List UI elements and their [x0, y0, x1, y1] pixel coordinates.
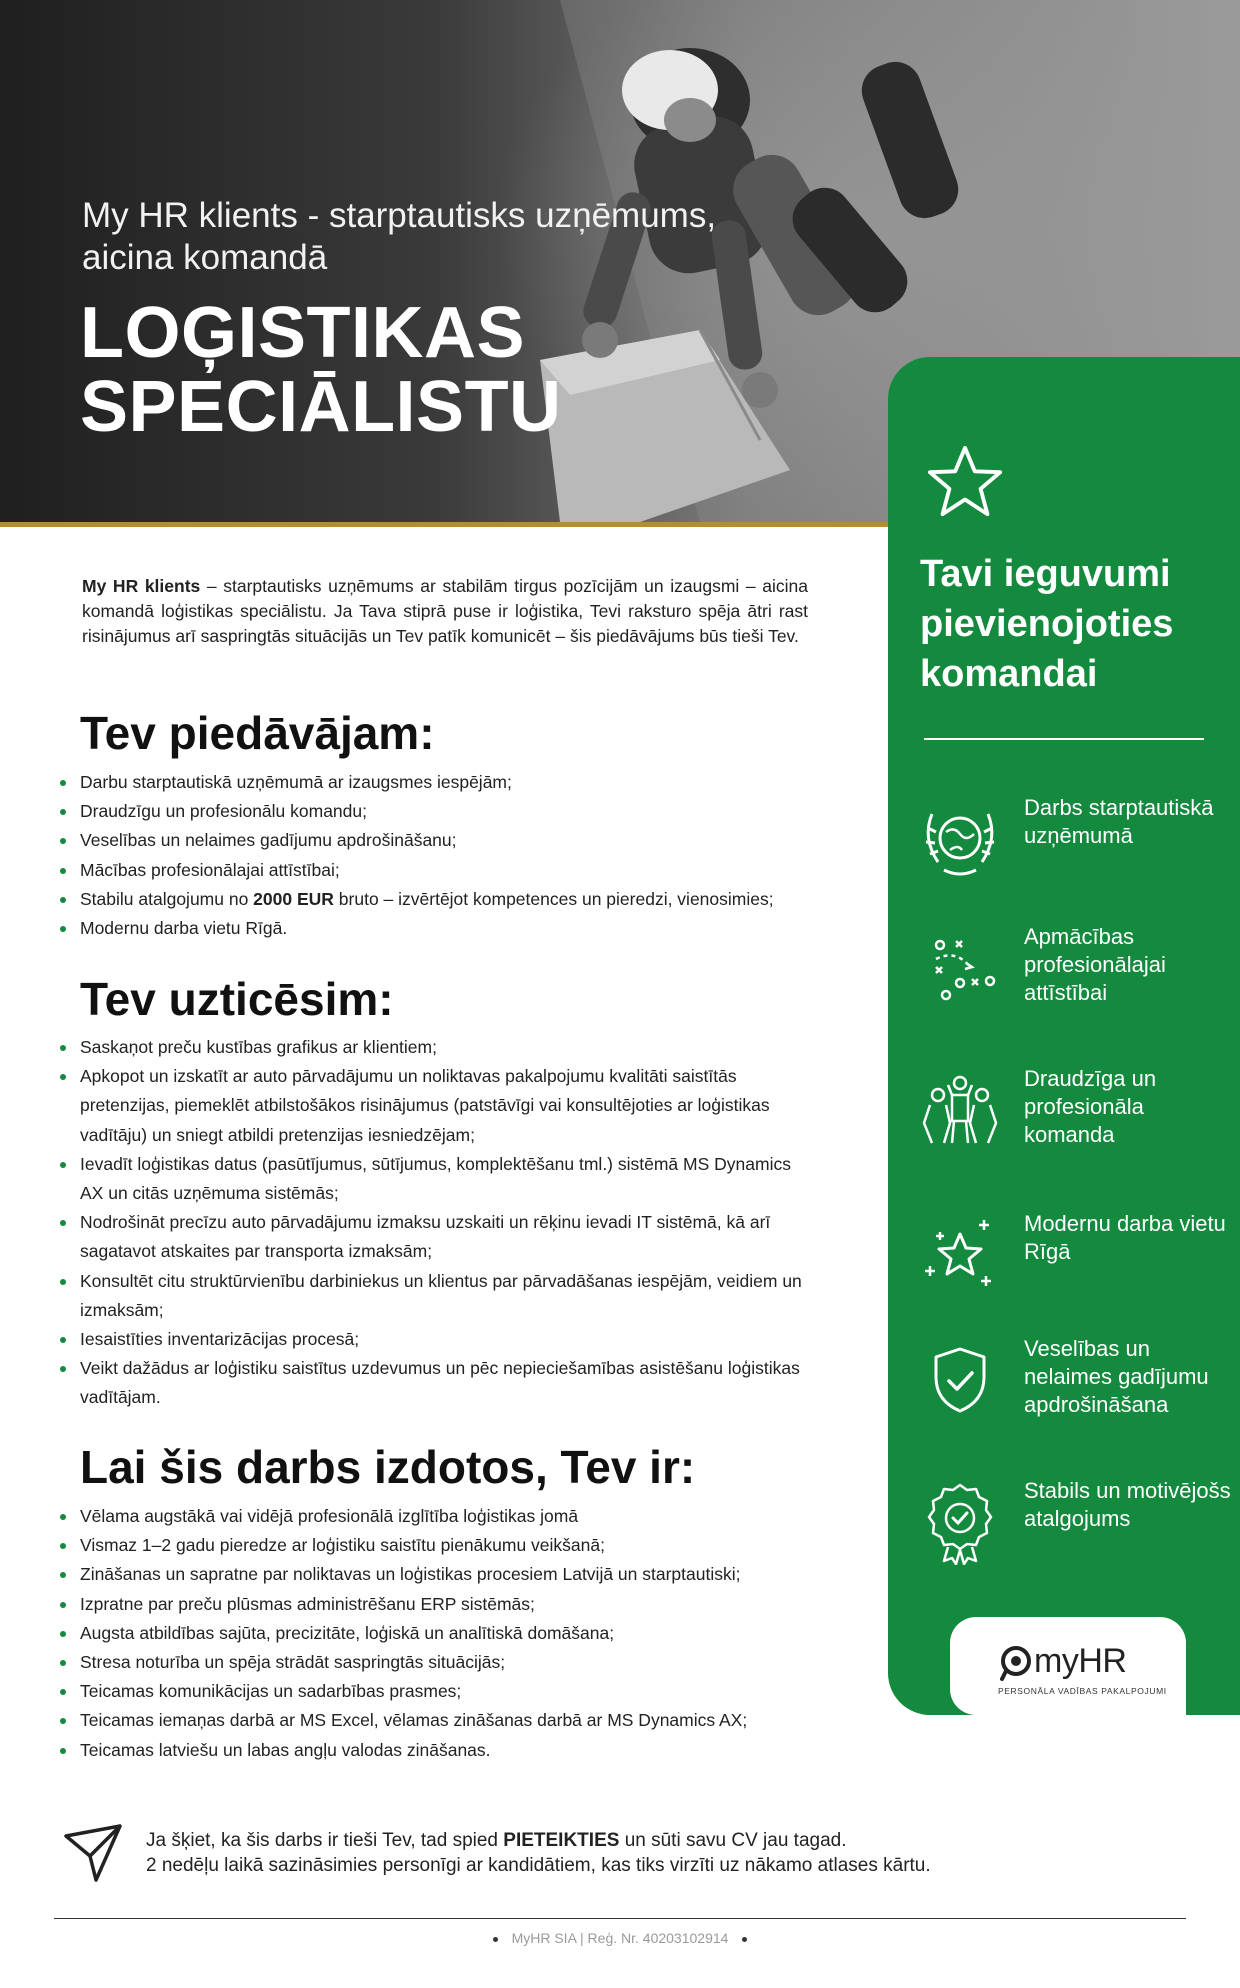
- salary-amount: 2000 EUR: [253, 888, 334, 909]
- cta-apply-word: PIETEIKTIES: [503, 1830, 620, 1851]
- benefit-text: Apmācības profesionālajai attīstībai: [1024, 924, 1166, 1005]
- offer-list: [58, 768, 858, 943]
- offer-title: Tev piedāvājam:: [80, 707, 435, 759]
- team-people-icon: [914, 1065, 1006, 1153]
- benefit-item: [888, 1335, 1240, 1435]
- cta-line1: [146, 1828, 1066, 1853]
- intro-text: – starptautisks uzņēmums ar stabilām tirgus pozīcijām un izaugsmi – aicina komandā loģistikas speciālistu. Ja Tava stiprā puse ir loģistika, Tevi raksturo spēja ātri rast risinājumus arī saspringtās situācijās un Tev patīk komunicēt – šis piedāvājums būs tieši Tev.: [82, 576, 809, 646]
- list-item: Vismaz 1–2 gadu pieredze ar loģistiku saistītu pienākumu veikšanā;: [58, 1531, 858, 1560]
- cta-suffix: un sūti savu CV jau tagad.: [619, 1830, 847, 1851]
- footer: [0, 1928, 1240, 1948]
- star-icon: [926, 443, 1004, 521]
- salary-prefix: Stabilu atalgojumu no: [80, 888, 254, 909]
- salary-suffix: bruto – izvērtējot kompetences un pieredzi, vienosimies;: [333, 888, 774, 909]
- benefit-text: Modernu darba vietu Rīgā: [1024, 1211, 1226, 1264]
- list-item: Veselības un nelaimes gadījumu apdrošināšanu;: [58, 826, 858, 855]
- list-item: Ievadīt loģistikas datus (pasūtījumus, sūtījumus, komplektēšanu tml.) sistēmā MS Dynamics AX un citās uzņēmuma sistēmās;: [58, 1150, 818, 1208]
- list-item: Izpratne par preču plūsmas administrēšanu ERP sistēmās;: [58, 1590, 858, 1619]
- list-item: Nodrošināt precīzu auto pārvadājumu izmaksu uzskaiti un rēķinu ievadi IT sistēmā, kā arī sagatavot atskaites par transporta izmaksām;: [58, 1208, 818, 1266]
- duties-list: [58, 1033, 818, 1413]
- list-item: Augsta atbildības sajūta, precizitāte, loģiskā un analītiskā domāšana;: [58, 1619, 858, 1648]
- intro-bold: My HR klients: [82, 576, 201, 596]
- bullet-dot: [493, 1937, 498, 1942]
- bullet-dot: [742, 1937, 747, 1942]
- list-item: Vēlama augstākā vai vidējā profesionālā izglītība loģistikas jomā: [58, 1502, 858, 1531]
- hero-title-line1: LOĢISTIKAS: [80, 293, 526, 373]
- send-icon: [62, 1822, 124, 1884]
- list-item: Zināšanas un sapratne par noliktavas un loģistikas procesiem Latvijā un starptautiski;: [58, 1560, 858, 1589]
- panel-title: Tavi ieguvumi pievienojoties komandai: [920, 553, 1174, 695]
- hero-subtitle: My HR klients - starptautisks uzņēmums, aicina komandā: [82, 196, 717, 277]
- hero-title-line2: SPECIĀLISTU: [80, 367, 562, 447]
- list-item: Iesaistīties inventarizācijas procesā;: [58, 1325, 818, 1354]
- myhr-logo-mark-icon: [998, 1645, 1034, 1681]
- list-item: Apkopot un izskatīt ar auto pārvadājumu un noliktavas pakalpojumu kvalitāti saistītās pretenzijas, piemeklēt atbilstošākos risinājumus (patstāvīgi vai konsultējoties ar loģistikas vadītāju) un sniegt atbildi pretenzijas iesniedzējam;: [58, 1062, 818, 1150]
- cta-prefix: Ja šķiet, ka šis darbs ir tieši Tev, tad spied: [146, 1830, 504, 1851]
- salary-list-item: [58, 885, 858, 914]
- benefit-text: Stabils un motivējošs atalgojums: [1024, 1478, 1231, 1531]
- list-item: Mācības profesionālajai attīstībai;: [58, 856, 858, 885]
- benefits-panel: [888, 357, 1240, 1715]
- list-item: Veikt dažādus ar loģistiku saistītus uzdevumus un pēc nepieciešamības asistēšanu loģistikas vadītājam.: [58, 1354, 818, 1412]
- list-item: Konsultēt citu struktūrvienību darbiniekus un klientus par pārvadāšanas iespējām, veidiem un izmaksām;: [58, 1267, 818, 1325]
- list-item: Teicamas iemaņas darbā ar MS Excel, vēlamas zināšanas darbā ar MS Dynamics AX;: [58, 1706, 858, 1735]
- intro-paragraph: [82, 574, 808, 649]
- award-badge-icon: [914, 1477, 1006, 1565]
- hero-title: [80, 293, 780, 447]
- globe-laurel-icon: [914, 794, 1006, 882]
- benefit-text: Draudzīga un profesionāla komanda: [1024, 1066, 1157, 1147]
- logo-name: myHR: [1034, 1642, 1127, 1680]
- benefit-text: Darbs starptautiskā uzņēmumā: [1024, 795, 1214, 848]
- list-item: Modernu darba vietu Rīgā.: [58, 914, 858, 943]
- cta-text: [146, 1828, 1066, 1878]
- list-item: Darbu starptautiskā uzņēmumā ar izaugsmes iespējām;: [58, 768, 858, 797]
- panel-divider: [924, 738, 1204, 740]
- benefit-item: [888, 923, 1240, 1023]
- list-item: Stresa noturība un spēja strādāt saspringtās situācijās;: [58, 1648, 858, 1677]
- benefit-item: [888, 1477, 1240, 1577]
- gold-divider: [0, 522, 888, 527]
- list-item: Teicamas latviešu un labas angļu valodas zināšanas.: [58, 1736, 858, 1765]
- shield-check-icon: [914, 1335, 1006, 1423]
- benefit-item: [888, 794, 1240, 894]
- myhr-logo: [950, 1617, 1186, 1715]
- benefit-text: Veselības un nelaimes gadījumu apdrošināšana: [1024, 1336, 1209, 1417]
- benefit-item: [888, 1065, 1240, 1165]
- logo-tagline: PERSONĀLA VADĪBAS PAKALPOJUMI: [998, 1686, 1167, 1696]
- list-item: Draudzīgu un profesionālu komandu;: [58, 797, 858, 826]
- strategy-plan-icon: [914, 923, 1006, 1011]
- requirements-list: [58, 1502, 858, 1765]
- footer-text: MyHR SIA | Reģ. Nr. 40203102914: [511, 1930, 729, 1946]
- footer-divider: [54, 1918, 1186, 1919]
- benefit-item: [888, 1210, 1240, 1310]
- duties-title: Tev uzticēsim:: [80, 973, 394, 1025]
- list-item: Saskaņot preču kustības grafikus ar klientiem;: [58, 1033, 818, 1062]
- list-item: Teicamas komunikācijas un sadarbības prasmes;: [58, 1677, 858, 1706]
- sparkle-star-icon: [914, 1210, 1006, 1298]
- requirements-title: Lai šis darbs izdotos, Tev ir:: [80, 1441, 696, 1493]
- cta-line2: 2 nedēļu laikā sazināsimies personīgi ar kandidātiem, kas tiks virzīti uz nākamo atlases kārtu.: [146, 1855, 931, 1876]
